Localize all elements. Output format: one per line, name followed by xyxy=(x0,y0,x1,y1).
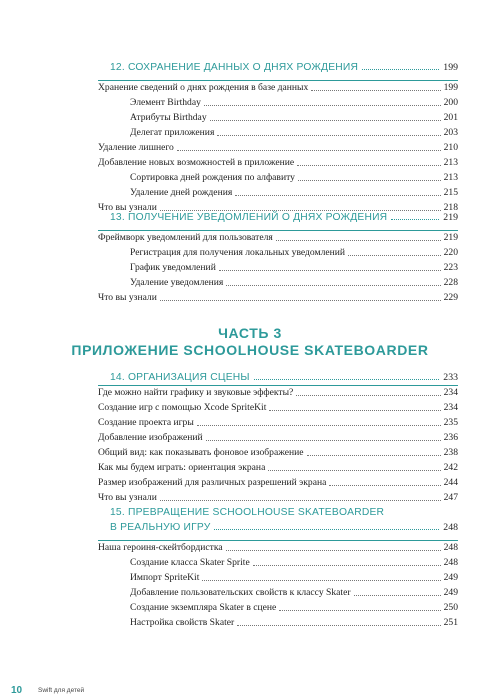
toc-entry-page: 220 xyxy=(443,247,458,258)
toc-entry-title: Что вы узнали xyxy=(98,202,157,213)
leader-dots xyxy=(204,105,441,106)
leader-dots xyxy=(160,500,441,501)
toc-entry[interactable] xyxy=(130,170,458,184)
leader-dots xyxy=(298,180,441,181)
toc-entry-page: 228 xyxy=(443,277,458,288)
toc-entry[interactable] xyxy=(130,125,458,139)
toc-entry-title: Сортировка дней рождения по алфавиту xyxy=(130,172,295,183)
toc-entry-page: 199 xyxy=(443,82,458,93)
toc-entry-title: Удаление уведомления xyxy=(130,277,224,288)
toc-entry-page: 210 xyxy=(443,142,458,153)
toc-entry-page: 248 xyxy=(443,557,458,568)
toc-entry-title: Добавление новых возможностей в приложение xyxy=(98,157,295,168)
toc-entry-page: 201 xyxy=(443,112,458,123)
toc-entry[interactable] xyxy=(98,475,458,489)
toc-entry-page: 238 xyxy=(443,447,458,458)
chapter-13-title: 13. ПОЛУЧЕНИЕ УВЕДОМЛЕНИЙ О ДНЯХ РОЖДЕНИЯ xyxy=(110,212,388,223)
toc-entry[interactable] xyxy=(130,185,458,199)
toc-entry-title: Где можно найти графику и звуковые эффекты? xyxy=(98,387,294,398)
toc-entry-page: 213 xyxy=(443,172,458,183)
toc-entry[interactable] xyxy=(130,615,458,629)
toc-entry-title: Создание экземпляра Skater в сцене xyxy=(130,602,277,613)
toc-entry-title: Импорт SpriteKit xyxy=(130,572,200,583)
toc-entry-title: Удаление дней рождения xyxy=(130,187,233,198)
leader-dots xyxy=(226,550,441,551)
toc-entry-page: 234 xyxy=(443,402,458,413)
leader-dots xyxy=(214,529,439,530)
toc-entry[interactable] xyxy=(98,400,458,414)
toc-entry[interactable] xyxy=(130,275,458,289)
page-number: 10 xyxy=(11,685,23,696)
toc-entry-page: 218 xyxy=(443,202,458,213)
toc-entry[interactable] xyxy=(130,600,458,614)
chapter-12-heading[interactable] xyxy=(110,59,458,73)
chapter-14-page: 233 xyxy=(443,372,458,383)
leader-dots xyxy=(160,300,441,301)
toc-entry-page: 249 xyxy=(443,572,458,583)
chapter-13-page: 219 xyxy=(443,212,458,223)
toc-entry-title: Добавление изображений xyxy=(98,432,203,443)
toc-entry-title: Элемент Birthday xyxy=(130,97,201,108)
leader-dots xyxy=(217,135,440,136)
toc-entry[interactable] xyxy=(98,445,458,459)
toc-entry-page: 203 xyxy=(443,127,458,138)
toc-entry-page: 200 xyxy=(443,97,458,108)
toc-entry-title: График уведомлений xyxy=(130,262,216,273)
toc-entry[interactable] xyxy=(98,155,458,169)
toc-entry-page: 251 xyxy=(443,617,458,628)
toc-entry[interactable] xyxy=(98,385,458,399)
leader-dots xyxy=(297,165,440,166)
toc-entry[interactable] xyxy=(98,290,458,304)
toc-entry-title: Добавление пользовательских свойств к классу Skater xyxy=(130,587,351,598)
toc-entry-title: Что вы узнали xyxy=(98,292,157,303)
toc-entry-page: 249 xyxy=(443,587,458,598)
leader-dots xyxy=(197,425,441,426)
chapter-13-heading[interactable] xyxy=(110,209,458,223)
toc-entry-title: Регистрация для получения локальных уведомлений xyxy=(130,247,346,258)
toc-entry-page: 223 xyxy=(443,262,458,273)
leader-dots xyxy=(362,69,439,70)
leader-dots xyxy=(254,379,440,380)
part-title: ПРИЛОЖЕНИЕ SCHOOLHOUSE SKATEBOARDER xyxy=(71,342,429,358)
toc-entry[interactable] xyxy=(130,245,458,259)
part-label: ЧАСТЬ 3 xyxy=(218,325,282,341)
toc-entry-title: Атрибуты Birthday xyxy=(130,112,207,123)
leader-dots xyxy=(210,120,441,121)
toc-entry-page: 248 xyxy=(443,542,458,553)
toc-entry[interactable] xyxy=(98,490,458,504)
toc-entry[interactable] xyxy=(98,430,458,444)
toc-entry-title: Удаление лишнего xyxy=(98,142,174,153)
toc-entry-title: Размер изображений для различных разрешений экрана xyxy=(98,477,327,488)
toc-entry-title: Общий вид: как показывать фоновое изображение xyxy=(98,447,304,458)
toc-entry[interactable] xyxy=(98,140,458,154)
leader-dots xyxy=(354,595,441,596)
toc-entry-title: Что вы узнали xyxy=(98,492,157,503)
toc-entry[interactable] xyxy=(130,260,458,274)
toc-entry[interactable] xyxy=(98,540,458,554)
toc-entry-title: Наша героиня-скейтбордистка xyxy=(98,542,223,553)
toc-entry-page: 234 xyxy=(443,387,458,398)
toc-entry-page: 250 xyxy=(443,602,458,613)
leader-dots xyxy=(235,195,440,196)
leader-dots xyxy=(177,150,441,151)
toc-entry-title: Хранение сведений о днях рождения в базе данных xyxy=(98,82,309,93)
toc-entry-page: 242 xyxy=(443,462,458,473)
toc-entry-page: 236 xyxy=(443,432,458,443)
toc-entry[interactable] xyxy=(130,555,458,569)
chapter-12-title: 12. СОХРАНЕНИЕ ДАННЫХ О ДНЯХ РОЖДЕНИЯ xyxy=(110,62,359,73)
leader-dots xyxy=(307,455,441,456)
toc-entry-page: 235 xyxy=(443,417,458,428)
toc-entry[interactable] xyxy=(130,585,458,599)
leader-dots xyxy=(311,90,440,91)
toc-entry-page: 219 xyxy=(443,232,458,243)
leader-dots xyxy=(206,440,441,441)
leader-dots xyxy=(391,219,439,220)
toc-entry-title: Создание проекта игры xyxy=(98,417,194,428)
leader-dots xyxy=(226,285,440,286)
toc-entry-title: Как мы будем играть: ориентация экрана xyxy=(98,462,266,473)
toc-entry-title: Делегат приложения xyxy=(130,127,215,138)
leader-dots xyxy=(276,240,441,241)
toc-entry[interactable] xyxy=(130,110,458,124)
chapter-14-title: 14. ОРГАНИЗАЦИЯ СЦЕНЫ xyxy=(110,372,250,383)
running-footer-title: Swift для детей xyxy=(38,687,85,694)
toc-entry[interactable] xyxy=(130,95,458,109)
leader-dots xyxy=(219,270,441,271)
toc-entry-page: 213 xyxy=(443,157,458,168)
chapter-12-page: 199 xyxy=(443,62,458,73)
toc-entry[interactable] xyxy=(98,415,458,429)
toc-entry-title: Создание игр с помощью Xcode SpriteKit xyxy=(98,402,267,413)
toc-entry[interactable] xyxy=(98,230,458,244)
toc-entry-title: Фреймворк уведомлений для пользователя xyxy=(98,232,273,243)
toc-entry-page: 244 xyxy=(443,477,458,488)
leader-dots xyxy=(296,395,440,396)
toc-entry-page: 247 xyxy=(443,492,458,503)
toc-entry-title: Настройка свойств Skater xyxy=(130,617,235,628)
leader-dots xyxy=(348,255,441,256)
chapter-15-title-line1[interactable]: 15. ПРЕВРАЩЕНИЕ SCHOOLHOUSE SKATEBOARDER xyxy=(110,507,385,518)
toc-entry-page: 229 xyxy=(443,292,458,303)
toc-entry-page: 215 xyxy=(443,187,458,198)
toc-entry[interactable] xyxy=(130,570,458,584)
chapter-15-heading[interactable] xyxy=(110,519,458,533)
chapter-15-title-line2: В РЕАЛЬНУЮ ИГРУ xyxy=(110,522,211,533)
chapter-14-heading[interactable] xyxy=(110,369,458,383)
leader-dots xyxy=(253,565,441,566)
leader-dots xyxy=(268,470,440,471)
leader-dots xyxy=(269,410,440,411)
chapter-15-page: 248 xyxy=(443,522,458,533)
toc-entry[interactable] xyxy=(98,80,458,94)
leader-dots xyxy=(279,610,440,611)
toc-entry-title: Создание класса Skater Sprite xyxy=(130,557,250,568)
leader-dots xyxy=(329,485,440,486)
leader-dots xyxy=(237,625,440,626)
toc-entry[interactable] xyxy=(98,460,458,474)
leader-dots xyxy=(202,580,440,581)
